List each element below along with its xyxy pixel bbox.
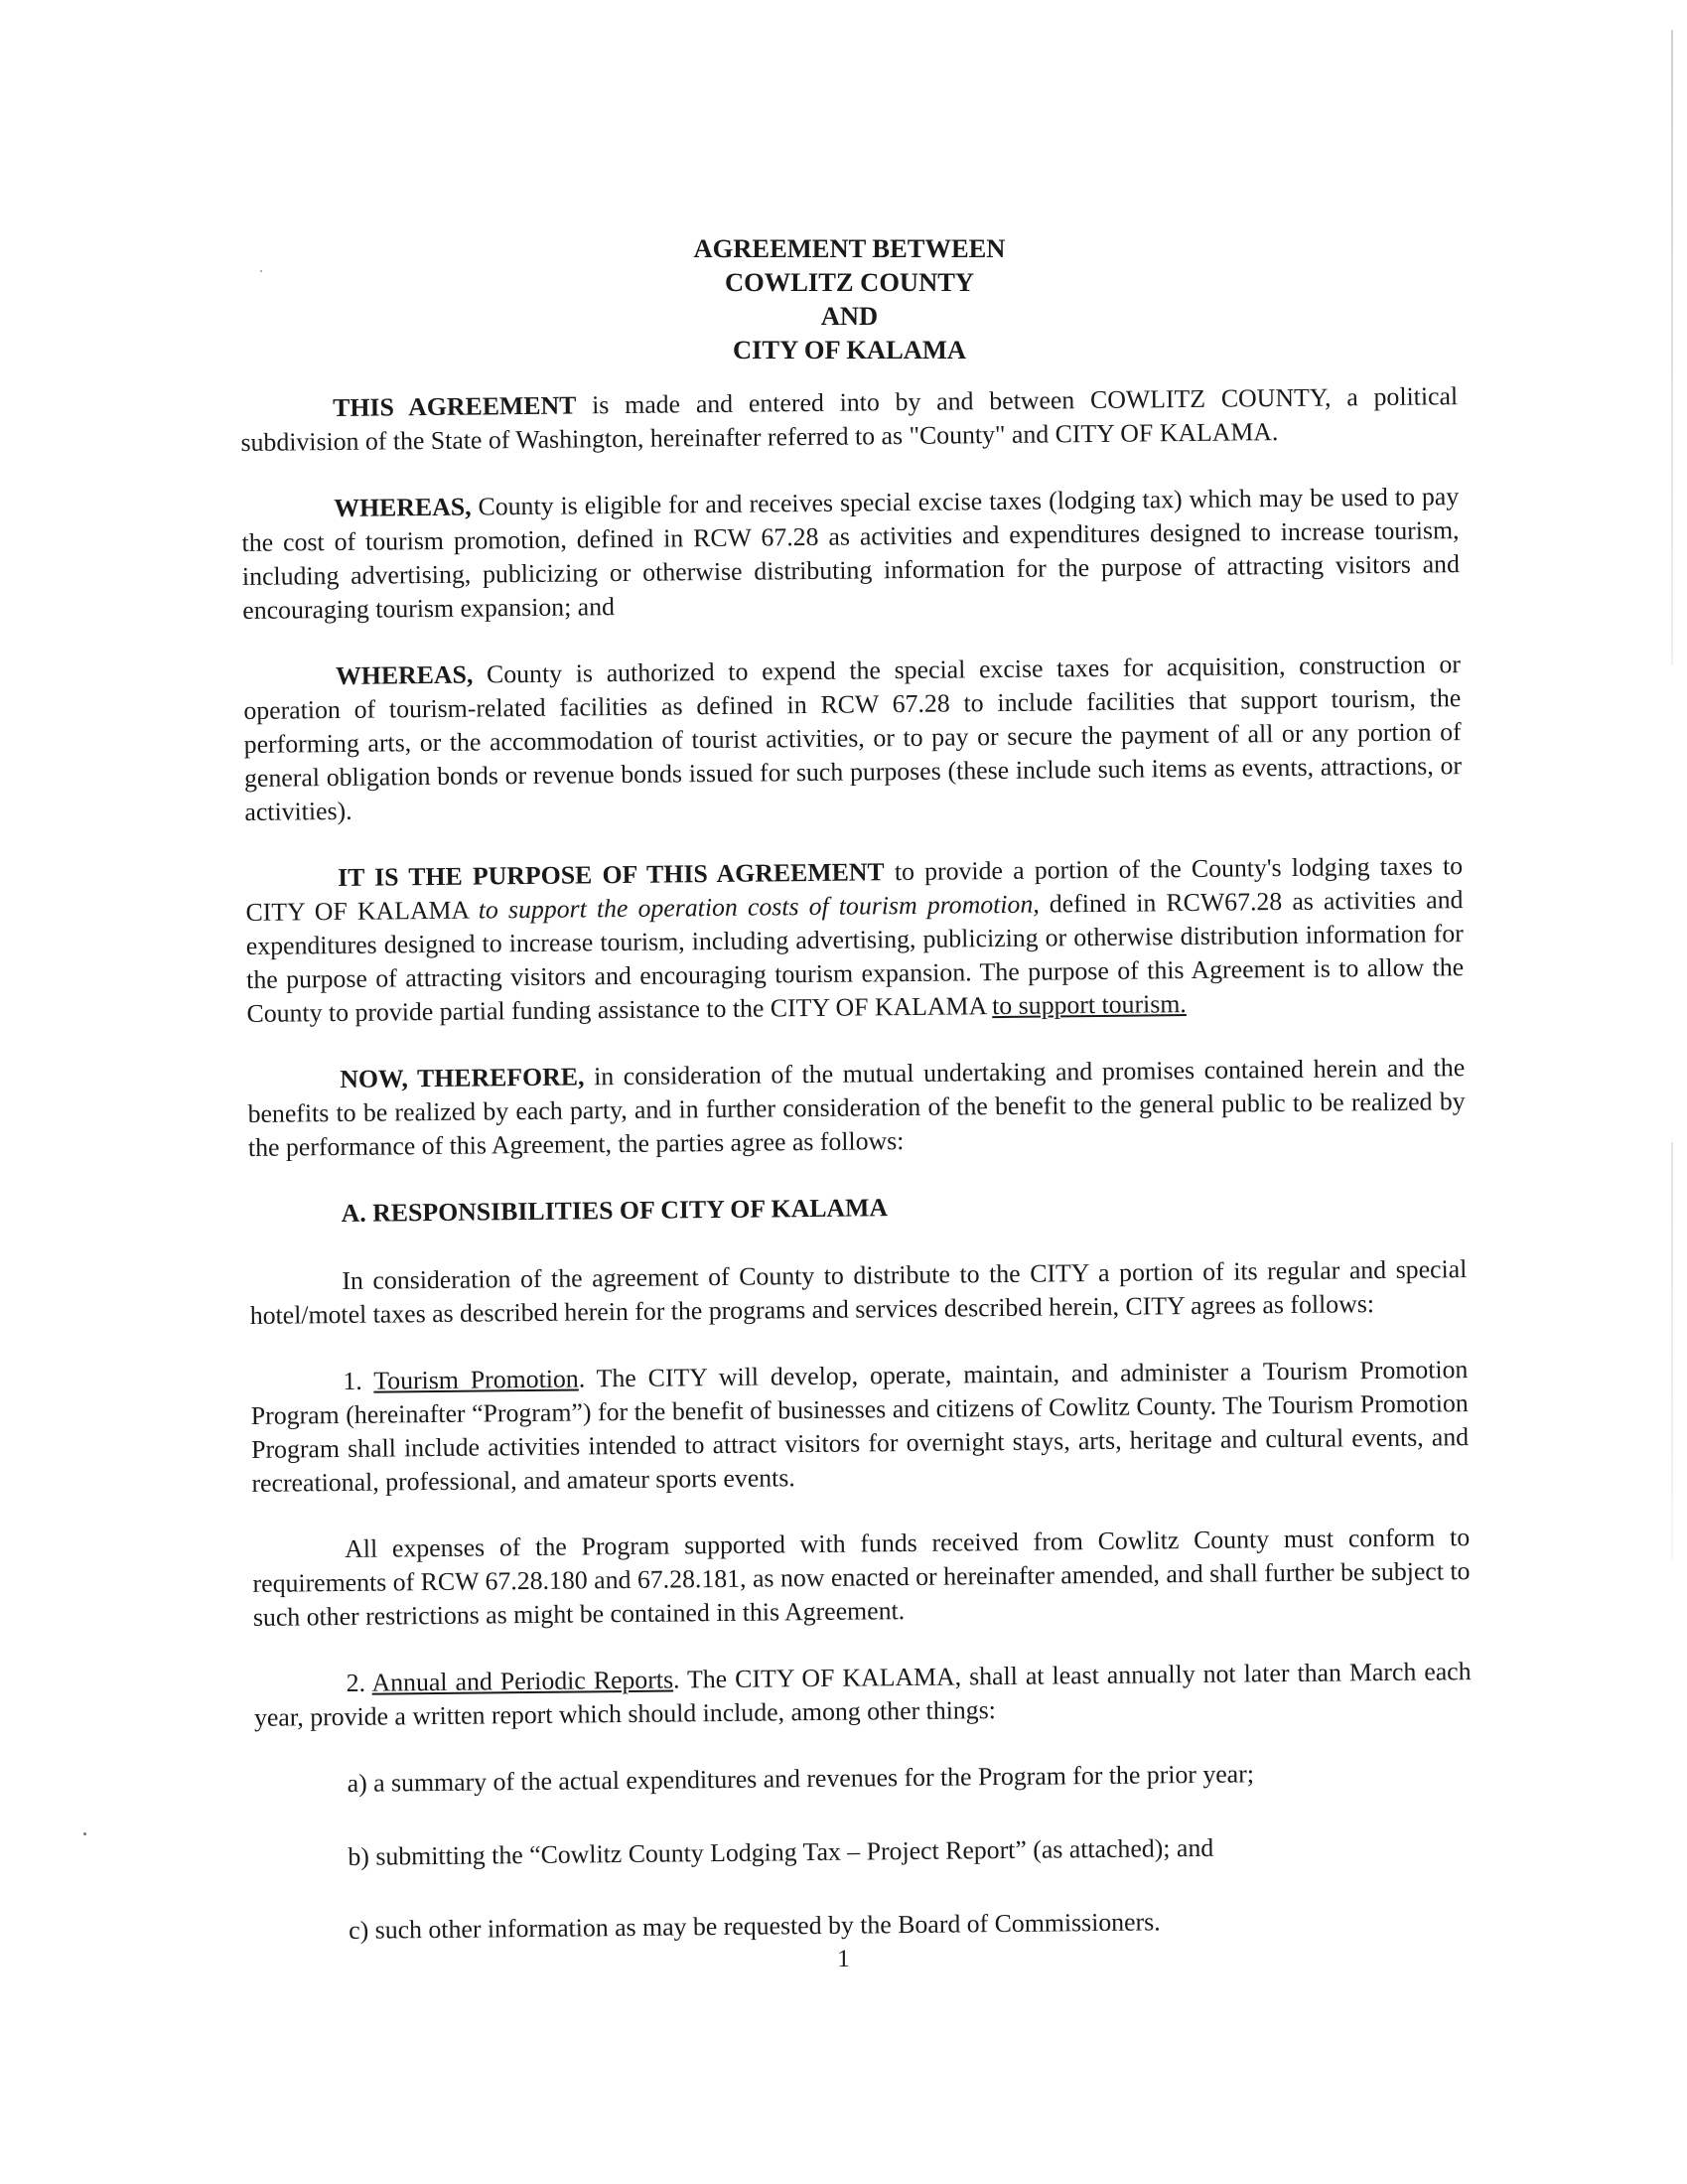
title-line: CITY OF KALAMA [732,335,967,364]
whereas-lead: WHEREAS, [334,492,472,523]
agreement-title [0,231,1687,366]
agreement-body [240,379,1475,1988]
now-therefore-text: in consideration of the mutual undertaking and promises contained herein and the benefits to be realized by each party, and in further consideration of the benefit to the general public to be realized by the performance of this Agreement, the parties agree as follows: [247,1053,1466,1162]
list-item-a: a) a summary of the actual expenditures and revenues for the Program for the prior year; [347,1759,1255,1798]
whereas-text: County is authorized to expend the special excise taxes for acquisition, construction or operation of tourism-related facilities as defined in RCW 67.28 to include facilities that support tourism, the performing arts, or the accommodation of tourist activities, or to pay or secure the payment of all or any portion of general obligation bonds or revenue bonds issued for such purposes (these include such items as events, attractions, or activities). [243,650,1463,826]
whereas-text: County is eligible for and receives special excise taxes (lodging tax) which may be used to pay the cost of tourism promotion, defined in RCW 67.28 as activities and expenditures designed to increase tourism, including advertising, publicizing or otherwise distributing information for the purpose of attracting visitors and encouraging tourism expansion; and [241,482,1461,625]
item-number: 2. [346,1668,372,1697]
purpose-text: defined in RCW67.28 as activities and expenditures designed to increase tourism, including advertising, publicizing or otherwise distribution information for the purpose of attracting visitors and encouraging tourism expansion. The purpose of this Agreement is to allow the County to provide partial funding assistance to the CITY OF KALAMA [245,885,1465,1028]
intro-text: is made and entered into by and between COWLITZ COUNTY, a political subdivision of the State of Washington, hereinafter referred to as "County" and CITY OF KALAMA. [240,381,1459,457]
item-heading: Annual and Periodic Reports [371,1665,674,1697]
whereas-lead: WHEREAS, [335,659,474,691]
item-1-tourism-promotion [250,1353,1469,1501]
item-text: . The CITY will develop, operate, maintain, and administer a Tourism Promotion Program (hereinafter “Program”) for the benefit of businesses and citizens of Cowlitz County. The Tourism Promotion Program shall include activities intended to attract visitors for overnight stays, arts, heritage and cultural events, and recreational, professional, and amateur sports events. [250,1355,1470,1498]
list-item-c: c) such other information as may be requested by the Board of Commissioners. [349,1907,1161,1945]
scan-edge-mark-lower [1671,1142,1673,1559]
scan-speck [83,1832,86,1835]
expenses-paragraph: All expenses of the Program supported with funds received from Cowlitz County must conform to requirements of RCW 67.28.180 and 67.28.181, as now enacted or hereinafter amended, and shall further be subject to such other restrictions as might be contained in this Agreement. [252,1523,1471,1632]
whereas-paragraph-2 [243,648,1463,829]
purpose-lead: IT IS THE PURPOSE OF THIS AGREEMENT [337,857,885,892]
purpose-text: to provide a portion of the County's lodging taxes to CITY OF KALAMA [245,851,1464,927]
item-heading: Tourism Promotion [373,1364,579,1395]
section-a-heading: A. RESPONSIBILITIES OF CITY OF KALAMA [341,1193,889,1228]
whereas-paragraph-1 [241,480,1460,628]
purpose-underlined-text: to support tourism. [992,989,1187,1021]
item-2-annual-reports [253,1655,1472,1735]
intro-paragraph [240,379,1459,460]
now-therefore-lead: NOW, THEREFORE, [340,1062,585,1093]
purpose-paragraph [245,849,1465,1031]
item-number: 1. [343,1366,374,1395]
page-number: 1 [837,1946,850,1972]
intro-lead: THIS AGREEMENT [333,390,577,423]
item-text: . The CITY OF KALAMA, shall at least annually not later than March each year, provide a written report which should include, among other things: [253,1657,1472,1732]
purpose-italic-text: to support the operation costs of tourism promotion, [478,889,1040,925]
title-line: COWLITZ COUNTY [724,267,975,297]
title-line: AND [820,301,879,331]
list-item-b: b) submitting the “Cowlitz County Lodging Tax – Project Report” (as attached); and [348,1832,1214,1871]
title-line: AGREEMENT BETWEEN [693,233,1006,263]
section-a-intro: In consideration of the agreement of County to distribute to the CITY a portion of its regular and special hotel/motel taxes as described herein for the programs and services described herein, CITY agrees as follows: [249,1254,1468,1330]
now-therefore-paragraph [247,1051,1466,1165]
